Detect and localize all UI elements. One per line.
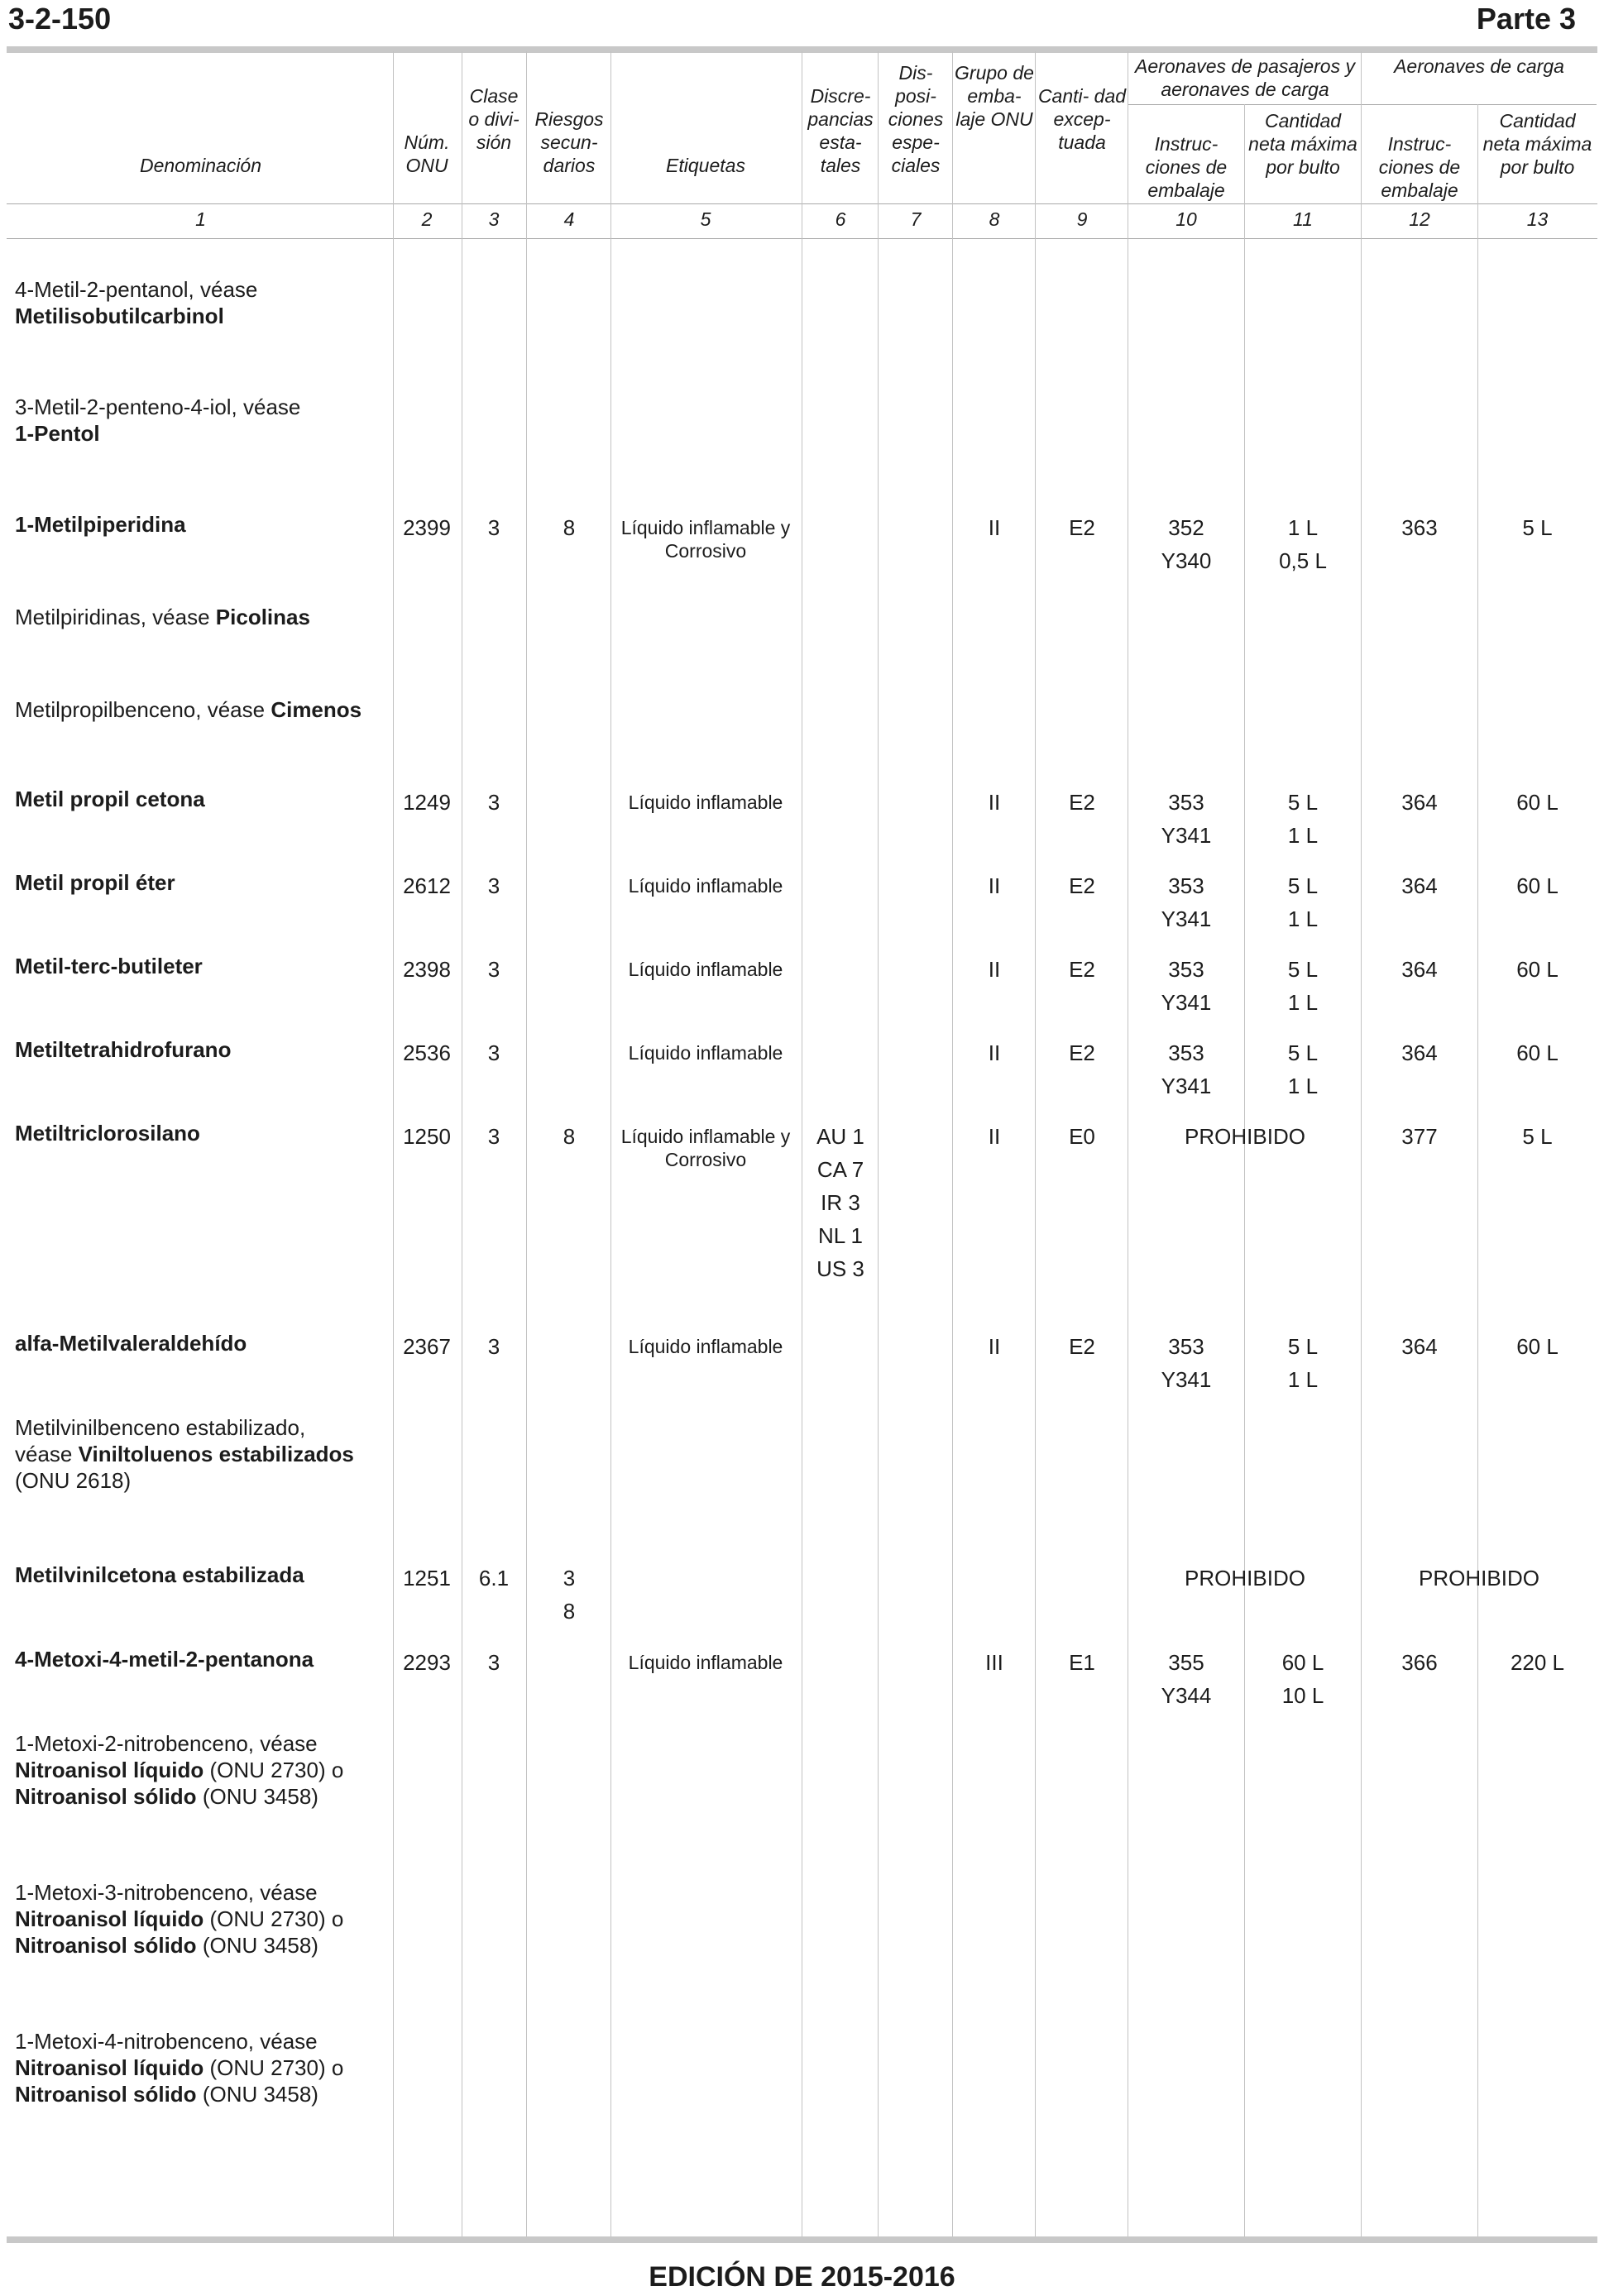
cargo-forbidden: PROHIBIDO <box>1419 1566 1539 1590</box>
class-division: 3 <box>487 515 500 540</box>
col-header-discrepancias: Discre- pancias esta- tales <box>807 85 874 176</box>
class-division: 3 <box>487 1650 500 1675</box>
cargo-quantity: 5 L <box>1522 515 1553 540</box>
cargo-instruction: 364 <box>1401 1334 1438 1359</box>
substance-name: Metiltetrahidrofurano <box>15 1037 232 1062</box>
class-division: 3 <box>487 957 500 982</box>
column-rule <box>1477 104 1478 2236</box>
pax-instruction: 355 Y344 <box>1161 1650 1212 1708</box>
un-number: 1249 <box>403 790 451 815</box>
packing-group: III <box>985 1650 1003 1675</box>
substance-name: Metilvinilbenceno estabilizado, véase Viniltoluenos estabilizados (ONU 2618) <box>15 1415 354 1493</box>
col-header-cantidad-exceptuada: Canti- dad excep- tuada <box>1037 85 1127 153</box>
col-header-carga-group: Aeronaves de carga <box>1394 55 1564 77</box>
col-number: 1 <box>195 208 206 230</box>
col-header-pasajeros-group: Aeronaves de pasajeros y aeronaves de carga <box>1135 55 1355 100</box>
col-header-denominacion: Denominación <box>139 155 262 176</box>
excepted-quantity: E2 <box>1069 1334 1095 1359</box>
excepted-quantity: E0 <box>1069 1124 1095 1149</box>
cargo-instruction: 363 <box>1401 515 1438 540</box>
substance-name: 1-Metoxi-3-nitrobenceno, véase Nitroanisol líquido (ONU 2730) o Nitroanisol sólido (ONU 3458) <box>15 1880 344 1958</box>
col-header-grupo: Grupo de emba- laje ONU <box>955 62 1034 130</box>
pax-instruction: 352 Y340 <box>1161 515 1212 573</box>
cargo-quantity: 220 L <box>1510 1650 1565 1675</box>
pax-quantity: 5 L 1 L <box>1287 1334 1319 1392</box>
packing-group: II <box>988 515 1001 540</box>
cargo-quantity: 60 L <box>1516 1334 1559 1359</box>
class-division: 3 <box>487 1040 500 1065</box>
pax-quantity: 5 L 1 L <box>1287 1040 1319 1098</box>
excepted-quantity: E2 <box>1069 790 1095 815</box>
cargo-quantity: 60 L <box>1516 1040 1559 1065</box>
column-rule <box>1244 104 1245 2236</box>
state-variations: AU 1 CA 7 IR 3 NL 1 US 3 <box>816 1124 864 1281</box>
hazard-label: Líquido inflamable <box>628 792 783 813</box>
hazard-label: Líquido inflamable y Corrosivo <box>620 1126 791 1170</box>
column-rule <box>526 51 527 2236</box>
col-number: 6 <box>835 208 846 230</box>
un-number: 2293 <box>403 1650 451 1675</box>
subsidiary-risk: 3 8 <box>563 1566 576 1624</box>
pax-quantity: 5 L 1 L <box>1287 790 1319 848</box>
col-number: 12 <box>1409 208 1430 230</box>
col-header-riesgos: Riesgos secun- darios <box>534 108 604 176</box>
pax-instruction: 353 Y341 <box>1161 790 1212 848</box>
col-number: 8 <box>989 208 1000 230</box>
substance-name: 1-Metilpiperidina <box>15 512 186 537</box>
subsidiary-risk: 8 <box>563 1124 576 1149</box>
edition-footer: EDICIÓN DE 2015-2016 <box>649 2261 955 2293</box>
packing-group: II <box>988 957 1001 982</box>
col-header-cantidad-cao: Cantidad neta máxima por bulto <box>1482 110 1592 178</box>
pax-forbidden: PROHIBIDO <box>1185 1124 1305 1149</box>
excepted-quantity: E2 <box>1069 873 1095 898</box>
substance-name: 4-Metil-2-pentanol, véase Metilisobutilcarbinol <box>15 277 258 328</box>
un-number: 1250 <box>403 1124 451 1149</box>
column-rule <box>610 51 611 2236</box>
packing-group: II <box>988 1334 1001 1359</box>
cargo-quantity: 60 L <box>1516 957 1559 982</box>
packing-group: II <box>988 1040 1001 1065</box>
col-number: 13 <box>1526 208 1549 230</box>
col-number: 7 <box>910 208 922 230</box>
cargo-instruction: 364 <box>1401 957 1438 982</box>
col-header-instrucciones-pax: Instruc- ciones de embalaje <box>1145 133 1228 201</box>
substance-name: alfa-Metilvaleraldehído <box>15 1331 247 1356</box>
substance-name: 1-Metoxi-2-nitrobenceno, véase Nitroanisol líquido (ONU 2730) o Nitroanisol sólido (ONU 3458) <box>15 1731 344 1809</box>
cargo-instruction: 364 <box>1401 790 1438 815</box>
pax-quantity: 60 L 10 L <box>1281 1650 1324 1708</box>
un-number: 1251 <box>403 1566 451 1590</box>
col-number: 11 <box>1293 208 1313 230</box>
substance-name: Metilpropilbenceno, véase Cimenos <box>15 697 362 722</box>
pax-instruction: 353 Y341 <box>1161 1040 1212 1098</box>
pax-quantity: 5 L 1 L <box>1287 873 1319 931</box>
substance-name: Metil-terc-butileter <box>15 954 203 978</box>
substance-name: Metiltriclorosilano <box>15 1121 200 1146</box>
header-subdivider <box>1128 104 1597 105</box>
packing-group: II <box>988 1124 1001 1149</box>
col-header-clase: Clase o divi- sión <box>468 85 520 153</box>
class-division: 3 <box>487 1334 500 1359</box>
excepted-quantity: E2 <box>1069 515 1095 540</box>
un-number: 2612 <box>403 873 451 898</box>
col-header-instrucciones-cao: Instruc- ciones de embalaje <box>1378 133 1461 201</box>
cargo-instruction: 364 <box>1401 873 1438 898</box>
packing-group: II <box>988 873 1001 898</box>
col-number: 9 <box>1076 208 1088 230</box>
class-division: 6.1 <box>478 1566 510 1590</box>
un-number: 2367 <box>403 1334 451 1359</box>
pax-quantity: 1 L 0,5 L <box>1279 515 1327 573</box>
un-number: 2398 <box>403 957 451 982</box>
cargo-quantity: 5 L <box>1522 1124 1553 1149</box>
col-number: 4 <box>563 208 575 230</box>
substance-name: 4-Metoxi-4-metil-2-pentanona <box>15 1647 314 1672</box>
pax-quantity: 5 L 1 L <box>1287 957 1319 1015</box>
col-number: 5 <box>700 208 711 230</box>
pax-instruction: 353 Y341 <box>1161 1334 1212 1392</box>
packing-group: II <box>988 790 1001 815</box>
cargo-instruction: 364 <box>1401 1040 1438 1065</box>
page-number: 3-2-150 <box>8 2 112 36</box>
pax-forbidden: PROHIBIDO <box>1185 1566 1305 1590</box>
un-number: 2399 <box>403 515 451 540</box>
col-header-cantidad-pax: Cantidad neta máxima por bulto <box>1248 110 1357 178</box>
part-title: Parte 3 <box>1476 2 1576 36</box>
cargo-instruction: 366 <box>1401 1650 1438 1675</box>
substance-name: Metil propil cetona <box>15 787 205 811</box>
cargo-quantity: 60 L <box>1516 790 1559 815</box>
cargo-instruction: 377 <box>1401 1124 1438 1149</box>
excepted-quantity: E1 <box>1069 1650 1095 1675</box>
cargo-quantity: 60 L <box>1516 873 1559 898</box>
col-header-disposiciones: Dis- posi- ciones espe- ciales <box>888 62 944 176</box>
class-division: 3 <box>487 1124 500 1149</box>
hazard-label: Líquido inflamable <box>628 1652 783 1673</box>
hazard-label: Líquido inflamable <box>628 1042 783 1064</box>
substance-name: Metilpiridinas, véase Picolinas <box>15 605 310 629</box>
excepted-quantity: E2 <box>1069 1040 1095 1065</box>
hazard-label: Líquido inflamable <box>628 1336 783 1357</box>
col-number: 10 <box>1175 208 1197 230</box>
pax-instruction: 353 Y341 <box>1161 957 1212 1015</box>
substance-name: Metilvinilcetona estabilizada <box>15 1562 304 1587</box>
substance-name: 3-Metil-2-penteno-4-iol, véase 1-Pentol <box>15 395 301 446</box>
col-number: 3 <box>488 208 500 230</box>
pax-instruction: 353 Y341 <box>1161 873 1212 931</box>
excepted-quantity: E2 <box>1069 957 1095 982</box>
class-division: 3 <box>487 790 500 815</box>
hazard-label: Líquido inflamable <box>628 959 783 980</box>
bottom-rule <box>7 2236 1597 2243</box>
col-header-num-onu: Núm. ONU <box>404 132 450 176</box>
un-number: 2536 <box>403 1040 451 1065</box>
hazard-label: Líquido inflamable y Corrosivo <box>620 517 791 562</box>
hazard-label: Líquido inflamable <box>628 875 783 897</box>
col-header-etiquetas: Etiquetas <box>666 155 745 176</box>
substance-name: Metil propil éter <box>15 870 175 895</box>
subsidiary-risk: 8 <box>563 515 576 540</box>
substance-name: 1-Metoxi-4-nitrobenceno, véase Nitroanisol líquido (ONU 2730) o Nitroanisol sólido (ONU 3458) <box>15 2029 344 2107</box>
class-division: 3 <box>487 873 500 898</box>
col-number: 2 <box>421 208 433 230</box>
